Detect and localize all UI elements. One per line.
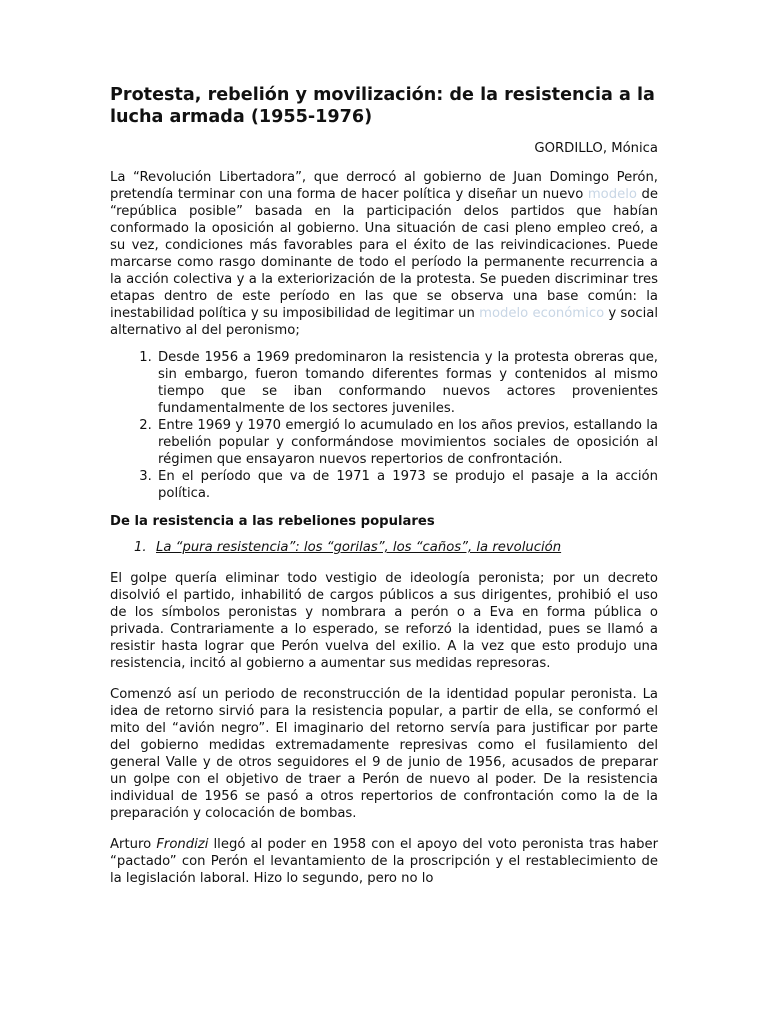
stage-item-2: 2. Entre 1969 y 1970 emergió lo acumulado en los años previos, estallando la rebelión popular y conformándose movimientos sociales de oposición al régimen que ensayaron nuevos repertorios de confrontación. bbox=[156, 417, 658, 468]
stage-item-3: 3. En el período que va de 1971 a 1973 se produjo el pasaje a la acción política. bbox=[156, 468, 658, 502]
subsection-title: La “pura resistencia”: los “gorilas”, los “caños”, la revolución bbox=[156, 540, 562, 555]
stages-list bbox=[110, 349, 658, 502]
intro-text-b: de “república posible” basada en la participación delos partidos que habían conformado la oposición al gobierno. Una situación de casi pleno empleo creó, a su vez, condiciones más favorables para el éxito de las reivindicaciones. Puede marcarse como rasgo dominante de todo el período la permanente recurrencia a la acción colectiva y a la exteriorización de la protesta. Se pueden discriminar tres etapas dentro de este período en las que se observa una base común: la inestabilidad política y su imposibilidad de legitimar un bbox=[110, 187, 658, 321]
frondizi-text-a: Arturo bbox=[110, 837, 157, 852]
paragraph-golpe: El golpe quería eliminar todo vestigio de ideología peronista; por un decreto disolvió el partido, inhabilitó de cargos públicos a sus dirigentes, prohibió el uso de los símbolos peronistas y nombrara a perón o a Eva en forma pública o privada. Contrariamente a lo esperado, se reforzó la identidad, pues se llamó a resistir hasta lograr que Perón vuelva del exilio. A la vez que esto produjo una resistencia, incitó al gobierno a aumentar sus medidas represoras. bbox=[110, 571, 658, 671]
intro-paragraph bbox=[110, 169, 658, 339]
intro-text-a: La “Revolución Libertadora”, que derrocó al gobierno de Juan Domingo Perón, pretendía terminar con una forma de hacer política y diseñar un nuevo bbox=[110, 170, 658, 202]
stage-item-1: 1. Desde 1956 a 1969 predominaron la resistencia y la protesta obreras que, sin embargo, fueron tomando diferentes formas y contenidos al mismo tiempo que se iban conformando nuevos actores provenientes fundamentalmente de los sectores juveniles. bbox=[156, 349, 658, 417]
document-title: Protesta, rebelión y movilización: de la resistencia a la lucha armada (1955-1976) bbox=[110, 85, 655, 127]
intro-text-c: y social alternativo al del peronismo; bbox=[110, 306, 658, 338]
subsection-number: 1. bbox=[134, 540, 147, 555]
frondizi-text-b: llegó al poder en 1958 con el apoyo del voto peronista tras haber “pactado” con Perón el levantamiento de la proscripción y el restablecimiento de la legislación laboral. Hizo lo segundo, pero no lo bbox=[110, 837, 658, 886]
subsection-heading bbox=[110, 539, 658, 556]
author-name: GORDILLO, Mónica bbox=[534, 141, 658, 156]
paragraph-reconstruccion: Comenzó así un periodo de reconstrucción de la identidad popular peronista. La idea de retorno sirvió para la resistencia popular, a partir de ella, se conformó el mito del “avión negro”. El imaginario del retorno servía para justificar por parte del gobierno medidas extremadamente represivas como el fusilamiento del general Valle y de otros seguidores el 9 de junio de 1956, acusados de preparar un golpe con el objetivo de traer a Perón de nuevo al poder. De la resistencia individual de 1956 se pasó a otros repertorios de confrontación como la de la preparación y colocación de bombas. bbox=[110, 687, 658, 821]
frondizi-name: Frondizi bbox=[156, 837, 209, 852]
paragraph-frondizi bbox=[110, 836, 658, 887]
section-heading: De la resistencia a las rebeliones populares bbox=[110, 514, 435, 529]
faint-link-modelo-economico[interactable]: modelo económico bbox=[479, 306, 605, 321]
document-page bbox=[110, 84, 658, 887]
faint-link-modelo[interactable]: modelo bbox=[587, 187, 637, 202]
